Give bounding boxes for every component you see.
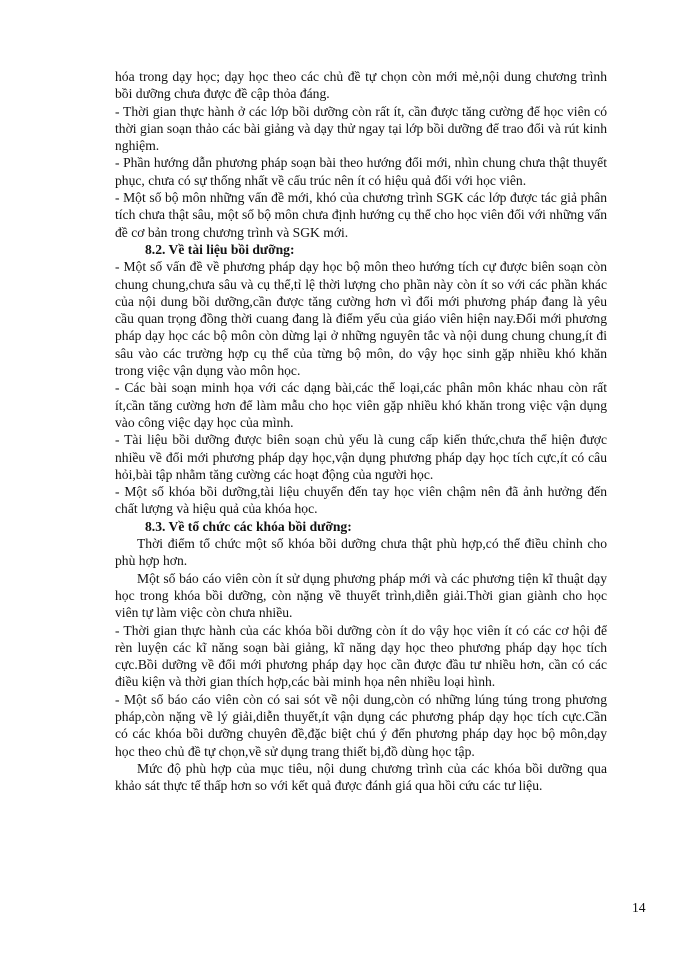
- bullet-paragraph: - Một số vấn đề về phương pháp dạy học bộ môn theo hướng tích cự được biên soạn còn chung chung,chưa sâu và cụ thể,tỉ lệ thời lượng cho phần này còn ít so với các phần khác của nội dung bồi dưỡng,cần được tăng cường hơn vì đổi mới phương pháp đang là yêu cầu quan trọng đồng thời cuang đang là điểm yếu của giáo viên hiện nay.Đổi mới phương pháp dạy học các bộ môn còn dừng lại ở những nguyên tắc và nội dung chung chung,ít đi sâu vào các trường hợp cụ thể của từng bộ môn, do vậy học sinh gặp nhiều khó khăn trong việc vận dụng vào môn học.: [115, 259, 607, 379]
- bullet-paragraph: - Phần hướng dẫn phương pháp soạn bài theo hướng đổi mới, nhìn chung chưa thật thuyết phục, chưa có sự thống nhất về cấu trúc nên ít có hiệu quả đối với học viên.: [115, 155, 607, 188]
- bullet-paragraph: - Tài liệu bồi dưỡng được biên soạn chủ yếu là cung cấp kiến thức,chưa thể hiện được nhiều về đổi mới phương pháp dạy học,vận dụng phương pháp dạy học tích cực,ít có câu hỏi,bài tập nhằm tăng cường các hoạt động của người học.: [115, 432, 607, 482]
- page-number: 14: [632, 900, 646, 915]
- section-heading: 8.2. Về tài liệu bồi dưỡng:: [145, 241, 295, 257]
- bullet-paragraph: - Một số khóa bồi dưỡng,tài liệu chuyển đến tay học viên chậm nên đã ảnh hưởng đến chất lượng và hiệu quả của khóa học.: [115, 484, 607, 517]
- bullet-paragraph: - Thời gian thực hành ở các lớp bồi dưỡng còn rất ít, cần được tăng cường để học viên có thời gian soạn thảo các bài giảng và dạy thử ngay tại lớp bồi dưỡng để trao đổi và rút kinh nghiệm.: [115, 103, 607, 154]
- indented-paragraph: Thời điểm tổ chức một số khóa bồi dưỡng chưa thật phù hợp,có thể điều chỉnh cho phù hợp hơn.: [115, 536, 607, 569]
- indented-paragraph: Mức độ phù hợp của mục tiêu, nội dung chương trình của các khóa bồi dưỡng qua khảo sát thực tế thấp hơn so với kết quả được đánh giá qua hồi cứu các tư liệu.: [115, 760, 607, 794]
- paragraph: hóa trong dạy học; dạy học theo các chủ đề tự chọn còn mới mẻ,nội dung chương trình bồi dưỡng chưa được đề cập thỏa đáng.: [115, 69, 607, 102]
- indented-paragraph: Một số báo cáo viên còn ít sử dụng phương pháp mới và các phương tiện kĩ thuật dạy học trong khóa bồi dưỡng, còn nặng về thuyết trình,diễn giải.Thời gian giành cho học viên tự làm việc còn chưa nhiều.: [115, 570, 607, 621]
- bullet-paragraph: - Một số báo cáo viên còn có sai sót về nội dung,còn có những lúng túng trong phương pháp,còn nặng về lý giải,diễn thuyết,ít vận dụng các phương pháp dạy học tích cực.Cần có các khóa bồi dưỡng chuyên đề,đặc biệt chú ý đến phương pháp dạy học bộ môn,dạy học theo chủ đề tự chọn,về sử dụng trang thiết bị,đồ dùng học tập.: [115, 691, 607, 759]
- bullet-paragraph: - Thời gian thực hành của các khóa bồi dưỡng còn ít do vậy học viên ít có các cơ hội để rèn luyện các kĩ năng soạn bài giảng, kĩ năng dạy học theo phương pháp dạy học tích cực.Bồi dưỡng về đổi mới phương pháp dạy học cần được đầu tư nhiều hơn, cần có các điều kiện và thời gian thích hợp,các bài minh họa nên nhiều loại hình.: [115, 622, 607, 690]
- section-heading: 8.3. Về tổ chức các khóa bồi dưỡng:: [145, 518, 352, 534]
- bullet-paragraph: - Các bài soạn minh họa với các dạng bài,các thể loại,các phân môn khác nhau còn rất ít,cần tăng cường hơn để làm mẫu cho học viên gặp nhiều khó khăn trong việc vận dụng vào công việc dạy học của mình.: [115, 380, 607, 430]
- bullet-paragraph: - Một số bộ môn những vấn đề mới, khó của chương trình SGK các lớp được tác giả phân tích chưa thật sâu, một số bộ môn chưa định hướng cụ thể cho học viên đối với những vấn đề cơ bản trong chương trình và SGK mới.: [115, 190, 607, 240]
- document-body: [115, 68, 607, 794]
